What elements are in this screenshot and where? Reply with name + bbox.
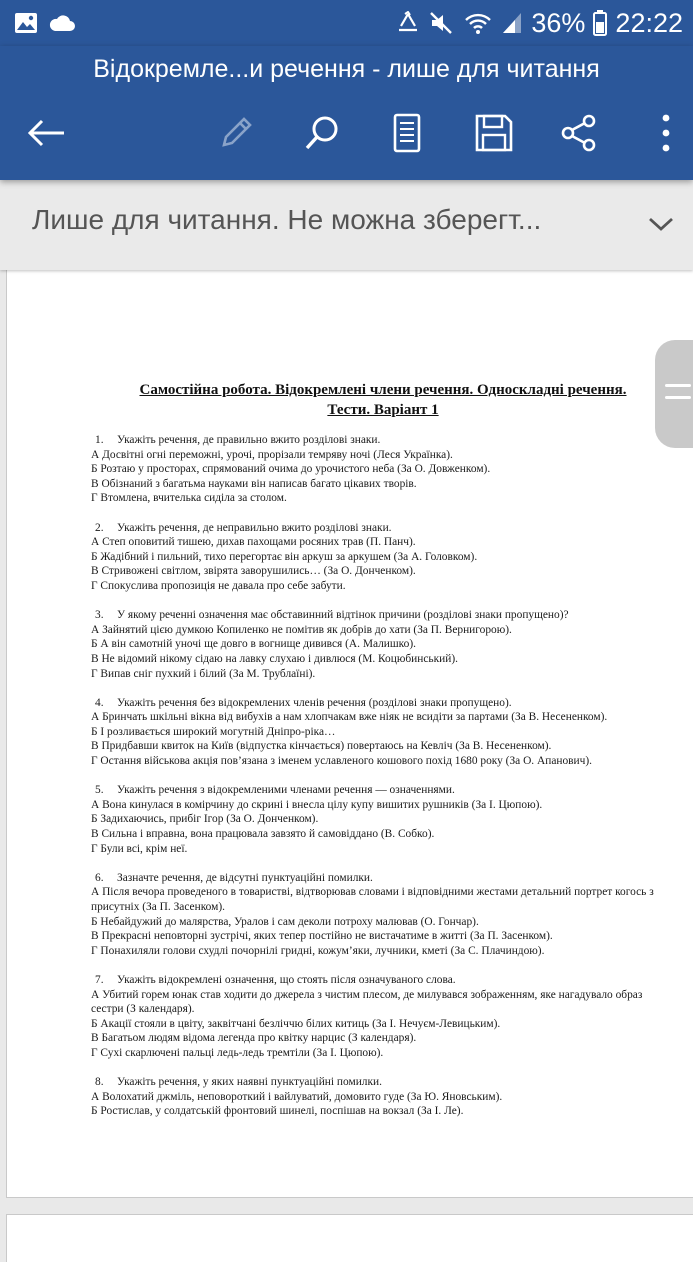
answer-option: Б А він самотній уночі ще довго в вогнище дивився (А. Малишко). — [91, 638, 416, 651]
expand-banner-button[interactable] — [643, 206, 679, 242]
answer-option: Б Небайдужий до малярства, Уралов і сам деколи потроху малював (О. Гончар). — [91, 915, 479, 928]
question-block — [91, 521, 661, 594]
question-title — [91, 696, 661, 711]
question-block — [91, 696, 661, 769]
answer-option: Г Спокуслива пропозиція не давала про себе забути. — [91, 579, 346, 592]
heading-line-1: Самостійна робота. Відокремлені члени речення. Односкладні речення. — [139, 382, 627, 398]
answer-option: В Стривожені світлом, звірята заворушились… (За О. Донченком). — [91, 565, 416, 578]
question-block — [91, 433, 661, 506]
back-button[interactable] — [20, 110, 72, 156]
question-number: 3. — [95, 609, 104, 622]
document-heading — [107, 380, 659, 420]
answer-option: Б Ростислав, у солдатській фронтовий шинелі, поспішав на вокзал (За І. Ле). — [91, 1105, 464, 1118]
question-text: Укажіть речення, де неправильно вжито розділові знаки. — [117, 521, 392, 534]
answer-option: В Не відомий нікому сідаю на лавку слухаю і дивлюся (М. Коцюбинський). — [91, 652, 458, 665]
title-bar — [0, 46, 693, 180]
question-text: У якому реченні означення має обставинний відтінок причини (розділові знаки пропущено)? — [117, 609, 569, 622]
recycle-icon — [395, 11, 421, 35]
more-options-button[interactable] — [640, 110, 692, 156]
question-title — [91, 1075, 661, 1090]
answer-option: А Після вечора проведеного в товаристві, відтворював словами і відповідними жестами детальний портрет когось з присутніх (За П. Засенком). — [91, 886, 654, 913]
share-icon — [559, 113, 599, 153]
question-block — [91, 608, 661, 681]
answer-option: В Прекрасні неповторні зустрічі, яких тепер постійно не вистачатиме в житті (За П. Засенком). — [91, 930, 553, 943]
question-title — [91, 783, 661, 798]
question-number: 8. — [95, 1076, 104, 1089]
answer-option: Г Втомлена, вчителька сиділа за столом. — [91, 492, 287, 505]
scroll-grip-line — [665, 396, 691, 399]
search-button[interactable] — [296, 110, 348, 156]
answer-option: Г Понахиляли голови схудлі почорнілі гридні, кожум’яки, лучники, кметі (За С. Плачиндою). — [91, 944, 545, 957]
answer-option: Г Випав сніг пухкий і білий (За М. Трублаїні). — [91, 667, 316, 680]
chevron-down-icon — [648, 216, 674, 232]
question-title — [91, 521, 661, 536]
answer-option: В Багатьом людям відома легенда про квітку нарцис (З календаря). — [91, 1032, 417, 1045]
search-icon — [302, 113, 342, 153]
back-icon — [26, 118, 66, 148]
questions-list — [91, 433, 661, 1134]
edit-button[interactable] — [210, 110, 262, 156]
question-number: 5. — [95, 784, 104, 797]
question-text: Укажіть речення, у яких наявні пунктуаційні помилки. — [117, 1076, 382, 1089]
question-block — [91, 1075, 661, 1119]
question-title — [91, 973, 661, 988]
question-block — [91, 783, 661, 856]
answer-option: А Вона кинулася в комірчину до скрині і внесла цілу купу вишитих рушників (За І. Цюпою). — [91, 798, 543, 811]
question-title — [91, 871, 661, 886]
scroll-handle[interactable] — [655, 340, 693, 448]
heading-line-2: Тести. Варіант 1 — [327, 402, 439, 418]
answer-option: Б Жадібний і пильний, тихо перегортає він аркуш за аркушем (За А. Головком). — [91, 550, 478, 563]
reading-view-icon — [392, 113, 422, 153]
read-only-message: Лише для читання. Не можна зберегт... — [32, 204, 542, 235]
answer-option: Б Розтаю у просторах, спрямований очима до урочистого неба (За О. Довженком). — [91, 463, 491, 476]
answer-option: Б Задихаючись, прибіг Ігор (За О. Донченком). — [91, 813, 319, 826]
share-button[interactable] — [553, 110, 605, 156]
question-number: 7. — [95, 973, 104, 986]
next-page — [6, 1214, 693, 1262]
answer-option: А Убитий горем юнак став ходити до джерела з чистим плесом, де милувався зображенням, яке нагадувало образ сестри (З календаря). — [91, 988, 643, 1016]
answer-option: Г Були всі, крім неї. — [91, 842, 188, 855]
read-only-banner[interactable] — [0, 180, 693, 270]
status-right — [395, 0, 683, 46]
question-text: Зазначте речення, де відсутні пунктуаційні помилки. — [117, 871, 373, 884]
wifi-icon — [463, 11, 493, 35]
scroll-grip-line — [665, 384, 691, 387]
more-icon — [660, 113, 672, 153]
answer-option: Б Акації стояли в цвіту, заквітчані безліччю білих китиць (За І. Нечуєм-Левицьким). — [91, 1017, 501, 1030]
answer-option: А Зайнятий цією думкою Копиленко не помітив як добрів до хати (За П. Вернигорою). — [91, 623, 512, 636]
signal-icon — [501, 11, 523, 35]
document-title: Відокремле...и речення - лише для читання — [93, 55, 600, 83]
question-number: 1. — [95, 434, 104, 446]
save-button[interactable] — [468, 110, 520, 156]
answer-option: А Бринчать шкільні вікна від вибухів а нам хлопчакам вже ніяк не всидіти за партами (За В. Несененком). — [91, 711, 608, 724]
answer-option: Б І розливається широкий могутній Дніпро-ріка… — [91, 725, 336, 738]
answer-option: Г Сухі скарлючені пальці ледь-ледь тремтіли (За І. Цюпою). — [91, 1046, 384, 1059]
answer-option: А Досвітні огні переможні, урочі, прорізали темряву ночі (Леся Українка). — [91, 448, 453, 461]
answer-option: В Придбавши квиток на Київ (відпустка кінчається) повертаюсь на Кевліч (За В. Несененком). — [91, 740, 552, 753]
question-text: Укажіть речення, де правильно вжито розділові знаки. — [117, 434, 381, 446]
status-bar — [0, 0, 693, 46]
question-number: 4. — [95, 696, 104, 709]
cloud-icon — [48, 0, 76, 46]
document-canvas[interactable] — [0, 270, 693, 1262]
question-number: 2. — [95, 521, 104, 534]
answer-option: А Степ оповитий тишею, дихав пахощами росяних трав (П. Панч). — [91, 536, 416, 549]
clock-time: 22:22 — [615, 7, 683, 38]
question-text: Укажіть речення з відокремленими членами речення — означеннями. — [117, 784, 455, 797]
answer-option: В Обізнаний з багатьма науками він написав багато цікавих творів. — [91, 477, 417, 490]
save-icon — [474, 113, 514, 153]
edit-icon — [216, 113, 256, 153]
gallery-icon — [14, 0, 40, 46]
reading-view-button[interactable] — [381, 110, 433, 156]
battery-icon — [593, 10, 607, 36]
question-title — [91, 608, 661, 623]
answer-option: В Сильна і вправна, вона працювала завзято й самовіддано (В. Собко). — [91, 828, 435, 841]
mute-icon — [429, 11, 455, 35]
answer-option: А Волохатий джміль, неповороткий і вайлуватий, домовито гуде (За Ю. Яновським). — [91, 1090, 503, 1103]
question-text: Укажіть відокремлені означення, що стоять після означуваного слова. — [117, 973, 456, 986]
question-number: 6. — [95, 871, 104, 884]
question-text: Укажіть речення без відокремлених членів речення (розділові знаки пропущено). — [117, 696, 512, 709]
question-block — [91, 973, 661, 1061]
battery-percent: 36% — [531, 7, 586, 38]
question-title — [91, 433, 661, 448]
document-page — [6, 270, 693, 1198]
answer-option: Г Остання військова акція пов’язана з іменем уславленого кошового похід 1680 року (За О. Апанович). — [91, 755, 593, 768]
question-block — [91, 871, 661, 959]
